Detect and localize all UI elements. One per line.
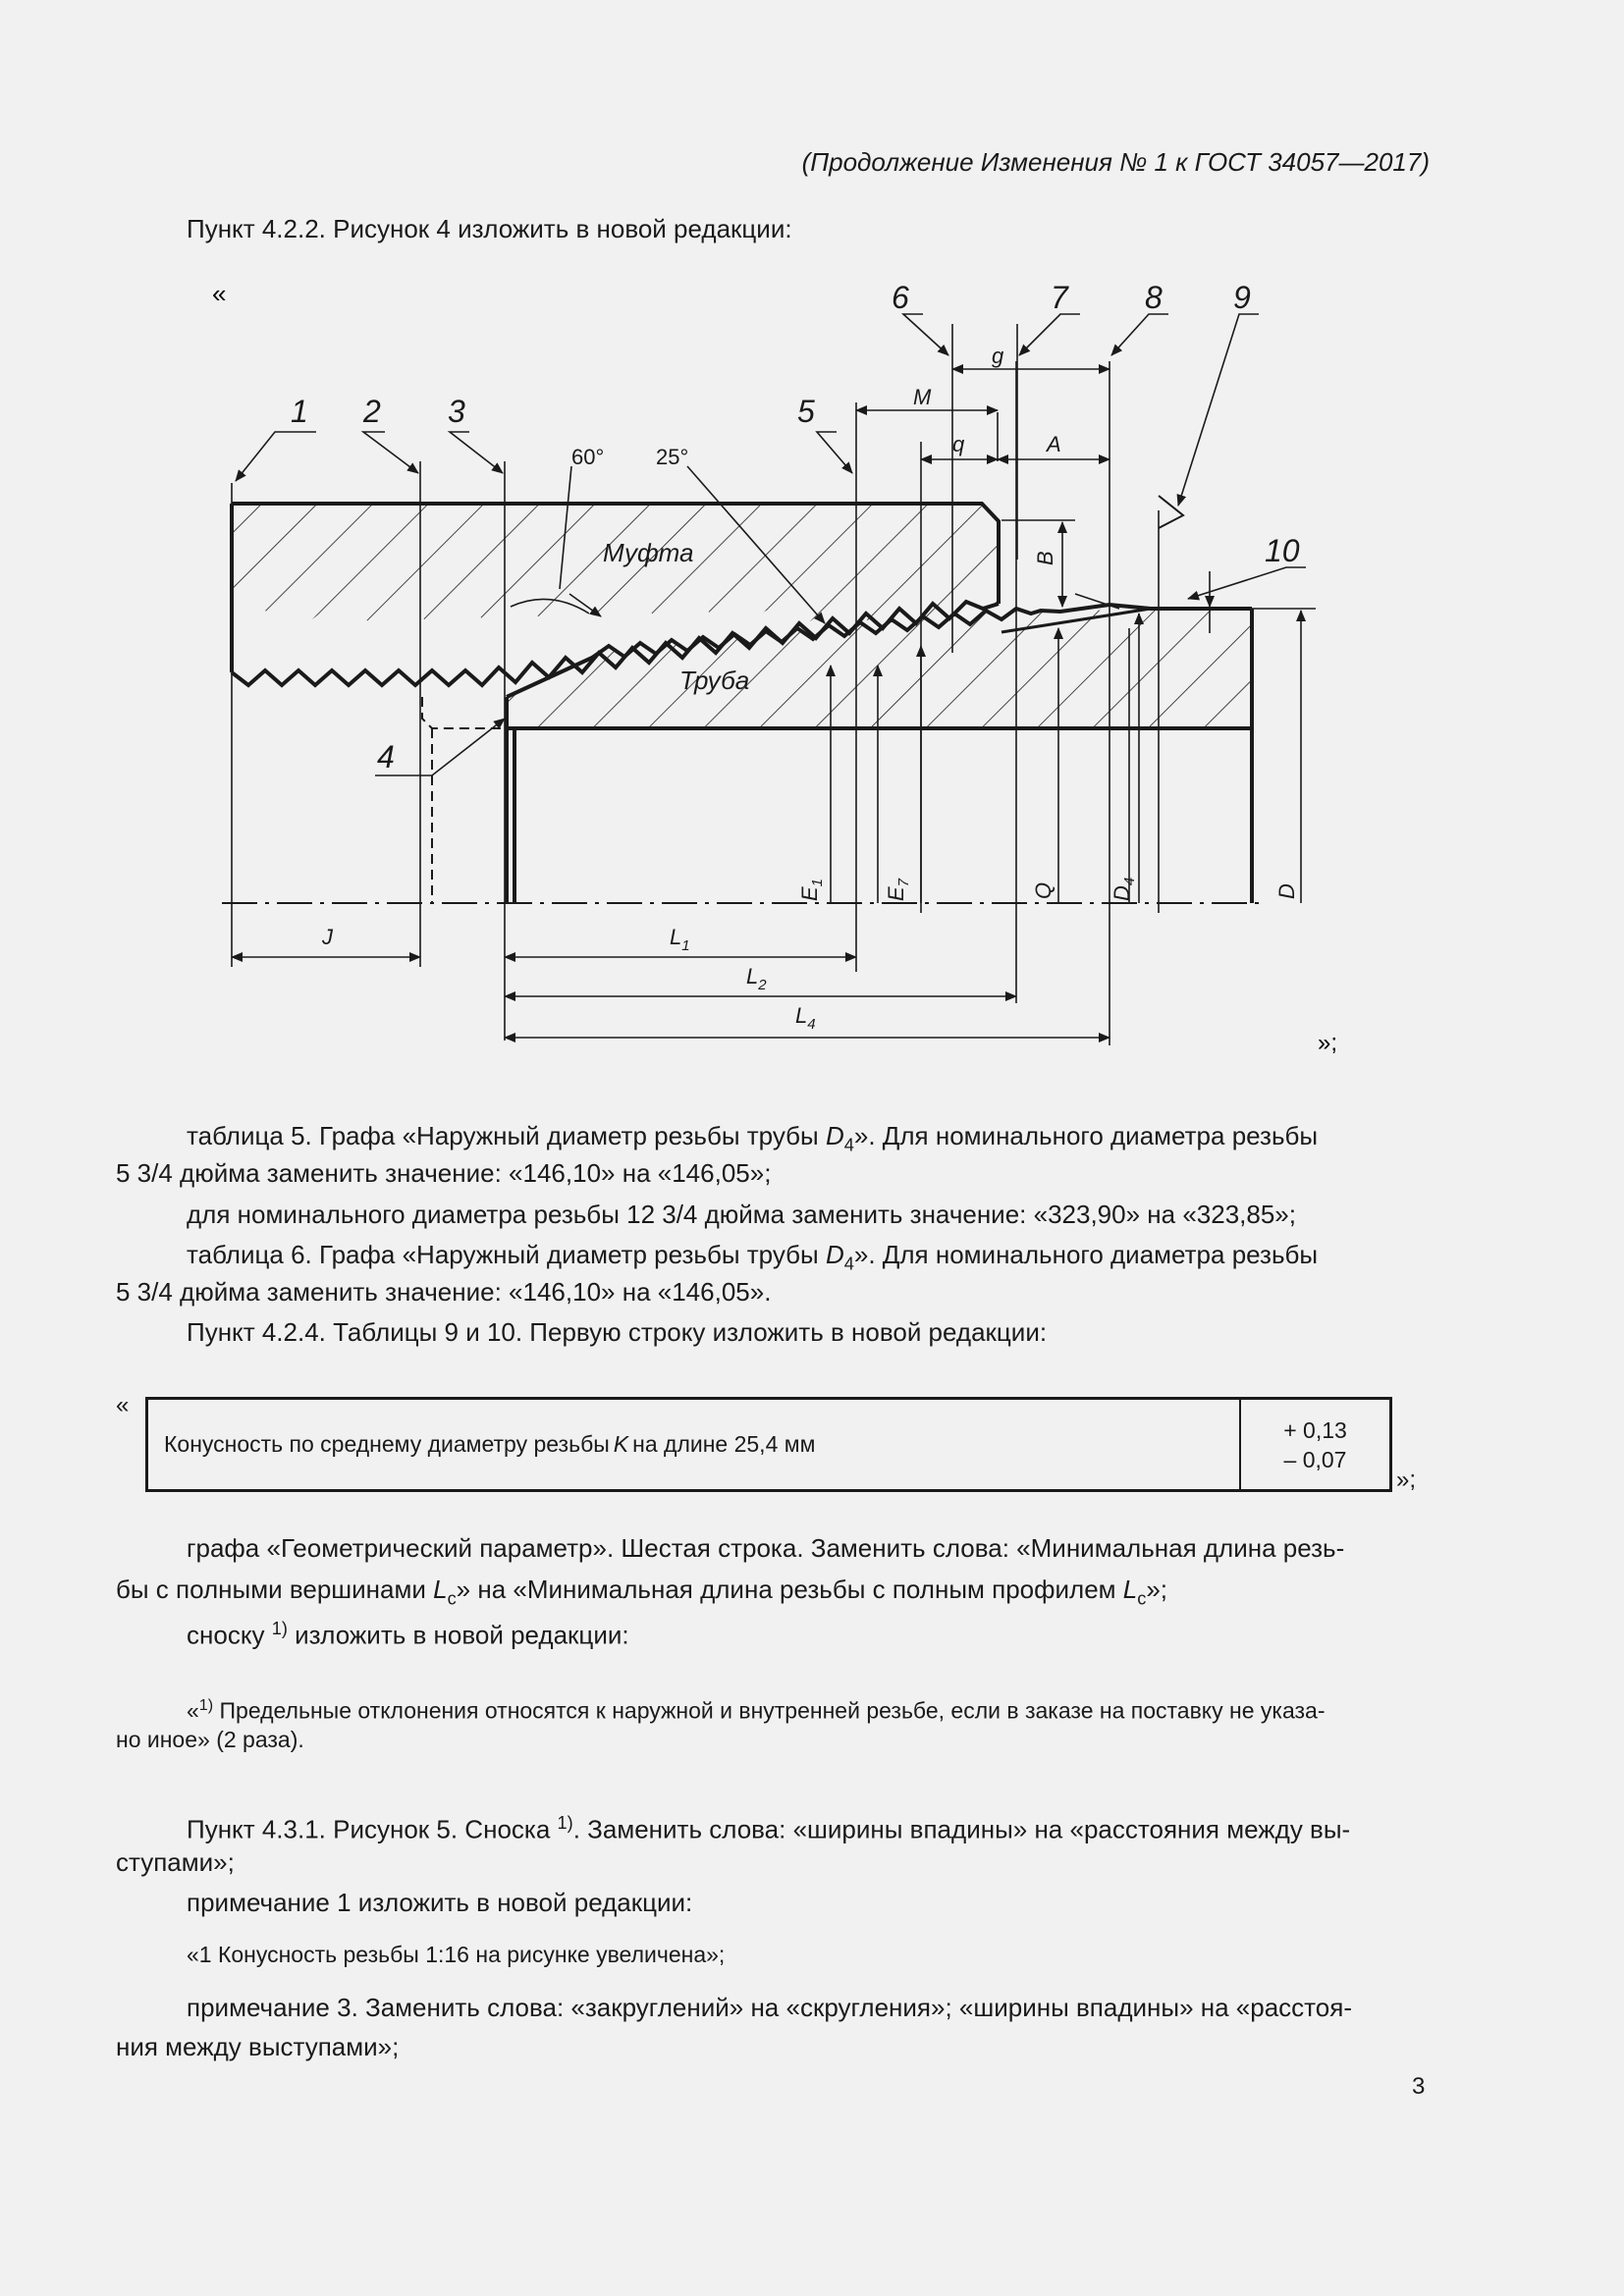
page-number: 3 (1412, 2073, 1426, 2100)
note1-text: «1 Конусность резьбы 1:16 на рисунке увеличена»; (187, 1942, 726, 1967)
dim-E1: E (797, 886, 822, 901)
callout-7: 7 (1051, 280, 1068, 315)
dim-E7: E (884, 886, 908, 901)
pipe-label: Труба (679, 666, 750, 695)
angle-25-label: 25° (656, 445, 689, 469)
dim-M: M (913, 385, 932, 409)
replacement-table (145, 1397, 1392, 1492)
intro-paragraph: Пункт 4.2.2. Рисунок 4 изложить в новой редакции: (187, 214, 792, 243)
dim-J: J (322, 925, 333, 949)
svg-text:D4 (1110, 878, 1138, 901)
dim-D4-sub: 4 (1121, 877, 1138, 886)
close-quote-figure: »; (1318, 1030, 1338, 1056)
note3-line2: ния между выступами»; (116, 2032, 400, 2061)
dim-D: D (1274, 883, 1299, 899)
callout-6: 6 (892, 280, 909, 315)
table-close-quote: »; (1396, 1467, 1417, 1493)
svg-text:L4 (795, 1003, 816, 1033)
svg-text:E7 (884, 878, 912, 901)
dim-D4: D (1110, 885, 1134, 901)
dim-q: q (952, 432, 965, 456)
callout-10: 10 (1265, 533, 1300, 568)
note3-line1: примечание 3. Заменить слова: «закруглений» на «скругления»; «ширины впадины» на «расстоя- (187, 1993, 1352, 2022)
footnote-instruction: сноску $^{1)}$ изложить в новой редакции: (187, 1619, 629, 1650)
tolerance-upper: + 0,13 (1283, 1416, 1347, 1443)
table-open-quote: « (116, 1392, 130, 1418)
dim-A: A (1047, 432, 1061, 456)
open-quote-figure: « (212, 279, 227, 308)
after-table-line1: графа «Геометрический параметр». Шестая строка. Заменить слова: «Минимальная длина резь- (187, 1533, 1345, 1563)
callout-9: 9 (1233, 280, 1251, 315)
dim-L1: L (670, 925, 682, 949)
callout-1: 1 (291, 394, 308, 429)
coupling-label: Муфта (603, 538, 694, 567)
callout-2: 2 (363, 394, 381, 429)
table-cell-param: Конусность по среднему диаметру резьбы K на длине 25,4 мм (148, 1400, 1241, 1489)
dim-B: B (1033, 551, 1057, 565)
running-header: (Продолжение Изменения № 1 к ГОСТ 34057—2017) (801, 147, 1430, 177)
svg-text:L1 (670, 925, 690, 954)
p431-line1: Пункт 4.3.1. Рисунок 5. Сноска $^{1)}$. Заменить слова: «ширины впадины» на «расстояния между вы- (187, 1813, 1351, 1844)
dim-L4: L (795, 1003, 808, 1028)
dim-Q: Q (1031, 881, 1056, 899)
table5-line2: 5 3/4 дюйма заменить значение: «146,10» на «146,05»; (116, 1158, 772, 1188)
table-cell-tolerance (1241, 1400, 1389, 1489)
p424-paragraph: Пункт 4.2.4. Таблицы 9 и 10. Первую строку изложить в новой редакции: (187, 1317, 1048, 1347)
table6-line2: 5 3/4 дюйма заменить значение: «146,10» на «146,05». (116, 1277, 772, 1307)
callout-8: 8 (1145, 280, 1163, 315)
table5-line3: для номинального диаметра резьбы 12 3/4 дюйма заменить значение: «323,90» на «323,85»; (187, 1200, 1296, 1229)
tolerance-lower: – 0,07 (1283, 1446, 1347, 1472)
callout-3: 3 (448, 394, 465, 429)
svg-text:E1 (797, 879, 826, 901)
footnote-text-line1: «$^{1)}$ Предельные отклонения относятся к наружной и внутренней резьбе, если в заказе на поставку не указа- (187, 1696, 1326, 1724)
thread-figure (0, 265, 1624, 1080)
table6-paragraph: таблица 6. Графа «Наружный диаметр резьбы трубы $D_4$». Для номинального диаметра резьбы (187, 1240, 1319, 1274)
note1-instruction: примечание 1 изложить в новой редакции: (187, 1888, 693, 1917)
callout-5: 5 (797, 394, 815, 429)
dim-L4-sub: 4 (807, 1016, 816, 1033)
footnote-text-line2: но иное» (2 раза). (116, 1727, 304, 1752)
dim-g: g (992, 344, 1004, 368)
dim-E1-sub: 1 (809, 878, 826, 887)
svg-text:L2 (746, 964, 767, 993)
dim-L1-sub: 1 (681, 937, 690, 954)
p431-line2: ступами»; (116, 1847, 235, 1877)
dim-L2: L (746, 964, 759, 988)
dim-L2-sub: 2 (758, 977, 767, 993)
table5-paragraph: таблица 5. Графа «Наружный диаметр резьбы трубы $D_4$». Для номинального диаметра резьбы (187, 1121, 1319, 1155)
callout-4: 4 (377, 739, 395, 774)
dim-E7-sub: 7 (895, 878, 912, 887)
angle-60-label: 60° (571, 445, 605, 469)
after-table-line2: бы с полными вершинами $L_c$» на «Минимальная длина резьбы с полным профилем $L_c$»; (116, 1575, 1168, 1609)
